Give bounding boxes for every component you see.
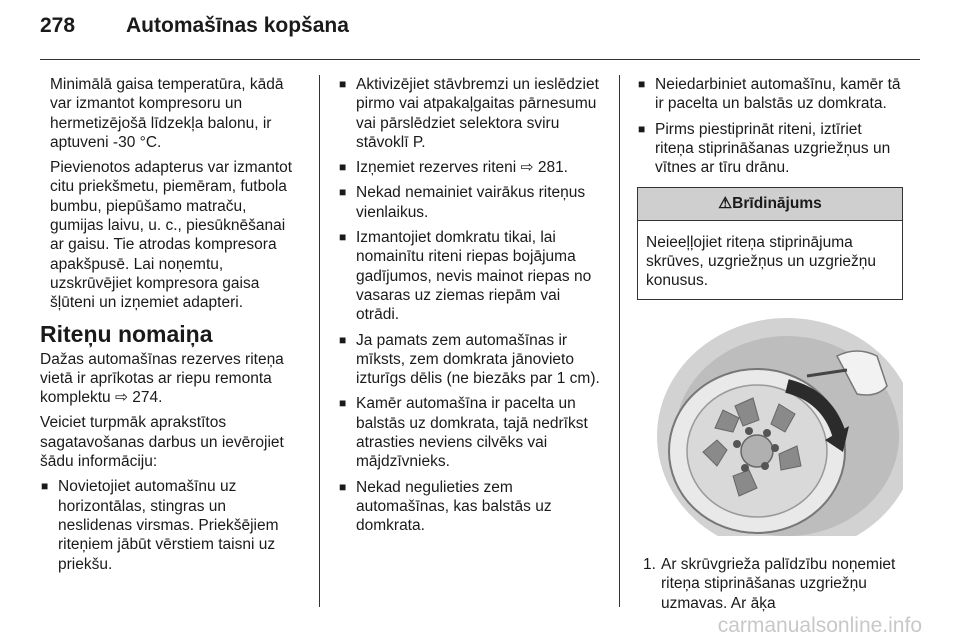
paragraph-adapters: Pievienotos adapterus var izmantot citu priekšmetu, piemēram, futbola bumbu, piepūšamo matraču, gumijas laivu, u. c., piesūknēšanai ar gaisu. Tie atrodas kompresora apakšpusē. Lai noņemtu, uzskrūvējiet kompresora gaisa šļūteni un izņemiet adapteri. (50, 159, 293, 312)
bullet-icon: ■ (638, 77, 646, 91)
list-item: ■ Izņemiet rezerves riteni ⇨ 281. (339, 159, 568, 177)
bullet-icon: ■ (339, 479, 347, 494)
page-number: 278 (40, 14, 76, 37)
header-rule (40, 59, 920, 60)
list-item: 1. Ar skrūvgrieža palīdzību noņemiet riteņa stiprināšanas uzgriežņu uzmavas. Ar āķa (643, 555, 896, 612)
list-item: ■ Nekad negulieties zem automašīnas, kas balstās uz domkrata. (339, 478, 552, 535)
bullet-icon: ■ (339, 332, 347, 347)
safety-list (338, 75, 606, 536)
list-item: ■ Kamēr automašīna ir pacelta un balstās uz domkrata, tajā nedrīkst atrasties neviens cilvēks vai mājdzīvnieks. (339, 395, 588, 471)
list-item: ■ Neiedarbiniet automašīnu, kamēr tā ir pacelta un balstās uz domkrata. (638, 76, 901, 113)
column-3 (637, 75, 903, 619)
column-divider-1 (319, 75, 320, 607)
page-header (40, 14, 349, 48)
list-item: ■ Izmantojiet domkratu tikai, lai nomainītu riteni riepas bojājuma gadījumos, nevis mainot riepas no vasaras uz ziemas riepām vai otrādi. (339, 229, 592, 324)
warning-box (637, 187, 903, 299)
wheel-cover-illustration (637, 316, 903, 536)
paragraph-repair-kit: Dažas automašīnas rezerves riteņa vietā ir aprīkotas ar riepu remonta komplektu ⇨ 274. (40, 350, 284, 407)
bullet-icon: ■ (339, 185, 347, 200)
bullet-icon: ■ (41, 479, 49, 494)
list-item: ■ Aktivizējiet stāvbremzi un ieslēdziet pirmo vai atpakaļgaitas pārnesumu vai pārslēdziet selektora sviru stāvoklī P. (339, 76, 599, 151)
steps-list (637, 555, 903, 613)
column-2 (338, 75, 606, 542)
bullet-icon: ■ (339, 77, 347, 91)
bullet-icon: ■ (339, 396, 347, 411)
bullet-icon: ■ (339, 230, 347, 245)
bullet-icon: ■ (339, 160, 347, 175)
page-title: Automašīnas kopšana (126, 14, 349, 37)
section-heading: Riteņu nomaiņa (40, 320, 213, 347)
preparation-list (40, 477, 302, 573)
watermark: carmanualsonline.info (717, 614, 922, 637)
jack-list (637, 75, 903, 177)
warning-title: ⚠Brīdinājums (638, 188, 902, 220)
list-item: ■ Pirms piestiprināt riteni, iztīriet riteņa stiprināšanas uzgriežņus un vītnes ar tīru drānu. (638, 120, 891, 177)
paragraph-preparation: Veiciet turpmāk aprakstītos sagatavošanas darbus un ievērojiet šādu informāciju: (40, 414, 284, 471)
bullet-icon: ■ (638, 121, 646, 136)
warning-text: Neieeļļojiet riteņa stiprinājuma skrūves, uzgriežņus un uzgriežņu konusus. (646, 233, 877, 290)
paragraph-temperature: Minimālā gaisa temperatūra, kādā var izmantot kompresoru un hermetizējošā līdzekļa balonu, ir aptuveni -30 °C. (50, 76, 284, 151)
list-item: ■ Ja pamats zem automašīnas ir mīksts, zem domkrata jānovieto izturīgs dēlis (ne biezāks par 1 cm). (339, 331, 600, 388)
list-item: ■ Nekad nemainiet vairākus riteņus vienlaikus. (339, 184, 586, 221)
list-item: ■ Novietojiet automašīnu uz horizontālas, stingras un neslidenas virsmas. Priekšējiem riteņiem jābūt vērstiem taisni uz priekšu. (41, 478, 279, 573)
column-1 (40, 75, 302, 580)
step-number: 1. (643, 555, 656, 573)
column-divider-2 (619, 75, 620, 607)
